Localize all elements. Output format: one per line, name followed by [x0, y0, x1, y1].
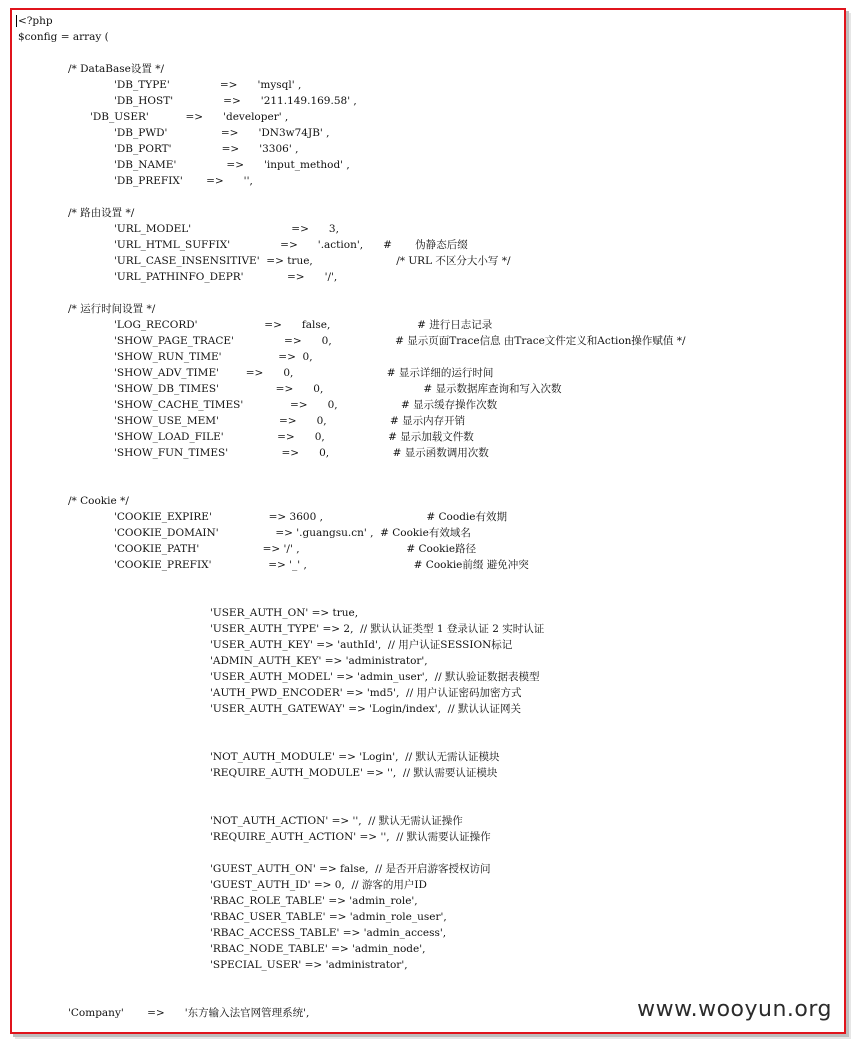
code-line: /* Cookie */ — [68, 495, 129, 507]
code-line: 'SHOW_FUN_TIMES' => 0, # 显示函数调用次数 — [114, 447, 489, 459]
code-view — [12, 10, 844, 1032]
code-line: 'RBAC_NODE_TABLE' => 'admin_node', — [210, 943, 426, 955]
code-line: 'DB_PORT' => '3306' , — [114, 143, 299, 155]
code-line: 'GUEST_AUTH_ID' => 0, // 游客的用户ID — [210, 879, 427, 891]
code-line: 'DB_PWD' => 'DN3w74JB' , — [114, 127, 330, 139]
code-line: 'URL_HTML_SUFFIX' => '.action', # 伪静态后缀 — [114, 239, 468, 251]
code-line: 'SHOW_RUN_TIME' => 0, — [114, 351, 313, 363]
code-line: 'URL_MODEL' => 3, — [114, 223, 339, 235]
code-line: 'REQUIRE_AUTH_ACTION' => '', // 默认需要认证操作 — [210, 831, 491, 843]
code-line: 'USER_AUTH_GATEWAY' => 'Login/index', // 默认认证网关 — [210, 703, 522, 715]
code-line: 'ADMIN_AUTH_KEY' => 'administrator', — [210, 655, 428, 667]
code-line: 'DB_HOST' => '211.149.169.58' , — [114, 95, 357, 107]
code-line: 'SHOW_ADV_TIME' => 0, # 显示详细的运行时间 — [114, 367, 494, 379]
code-line: 'Company' => '东方输入法官网管理系统', — [68, 1007, 310, 1019]
code-line: 'DB_PREFIX' => '', — [114, 175, 253, 187]
code-line: /* DataBase设置 */ — [68, 63, 164, 75]
code-line: 'DB_USER' => 'developer' , — [90, 111, 289, 123]
code-line: 'GUEST_AUTH_ON' => false, // 是否开启游客授权访问 — [210, 863, 491, 875]
code-line: 'SPECIAL_USER' => 'administrator', — [210, 959, 408, 971]
code-line: 'COOKIE_PATH' => '/' , # Cookie路径 — [114, 543, 477, 555]
code-line: 'USER_AUTH_KEY' => 'authId', // 用户认证SESSION标记 — [210, 639, 513, 651]
code-line: 'USER_AUTH_ON' => true, — [210, 607, 359, 619]
code-line: 'SHOW_LOAD_FILE' => 0, # 显示加载文件数 — [114, 431, 474, 443]
code-line: 'AUTH_PWD_ENCODER' => 'md5', // 用户认证密码加密方式 — [210, 687, 522, 699]
watermark: www.wooyun.org — [637, 997, 832, 1022]
code-line: 'REQUIRE_AUTH_MODULE' => '', // 默认需要认证模块 — [210, 767, 498, 779]
code-line: 'COOKIE_EXPIRE' => 3600 , # Coodie有效期 — [114, 511, 507, 523]
code-line: 'COOKIE_DOMAIN' => '.guangsu.cn' , # Cookie有效域名 — [114, 527, 471, 539]
code-line: 'LOG_RECORD' => false, # 进行日志记录 — [114, 319, 493, 331]
code-line: 'NOT_AUTH_ACTION' => '', // 默认无需认证操作 — [210, 815, 463, 827]
screenshot-frame — [10, 8, 846, 1034]
code-line: 'USER_AUTH_MODEL' => 'admin_user', // 默认验证数据表模型 — [210, 671, 540, 683]
code-line: 'URL_CASE_INSENSITIVE' => true, /* URL 不区分大小写 */ — [114, 255, 511, 267]
code-line: 'RBAC_ROLE_TABLE' => 'admin_role', — [210, 895, 418, 907]
code-line: 'USER_AUTH_TYPE' => 2, // 默认认证类型 1 登录认证 2 实时认证 — [210, 623, 545, 635]
code-line: 'COOKIE_PREFIX' => '_' , # Cookie前缀 避免冲突 — [114, 559, 529, 571]
code-line: <?php — [18, 15, 53, 27]
code-line: 'RBAC_ACCESS_TABLE' => 'admin_access', — [210, 927, 447, 939]
code-line: 'URL_PATHINFO_DEPR' => '/', — [114, 271, 338, 283]
code-line: 'DB_TYPE' => 'mysql' , — [114, 79, 302, 91]
code-line: 'SHOW_DB_TIMES' => 0, # 显示数据库查询和写入次数 — [114, 383, 562, 395]
code-line: /* 运行时间设置 */ — [68, 303, 156, 315]
code-line: /* 路由设置 */ — [68, 207, 135, 219]
code-line: 'RBAC_USER_TABLE' => 'admin_role_user', — [210, 911, 447, 923]
code-line: 'SHOW_PAGE_TRACE' => 0, # 显示页面Trace信息 由Trace文件定义和Action操作赋值 */ — [114, 335, 686, 347]
code-line: 'SHOW_CACHE_TIMES' => 0, # 显示缓存操作次数 — [114, 399, 498, 411]
code-line: $config = array ( — [18, 31, 109, 43]
code-line: 'NOT_AUTH_MODULE' => 'Login', // 默认无需认证模块 — [210, 751, 500, 763]
code-line: 'DB_NAME' => 'input_method' , — [114, 159, 350, 171]
code-line: 'SHOW_USE_MEM' => 0, # 显示内存开销 — [114, 415, 466, 427]
